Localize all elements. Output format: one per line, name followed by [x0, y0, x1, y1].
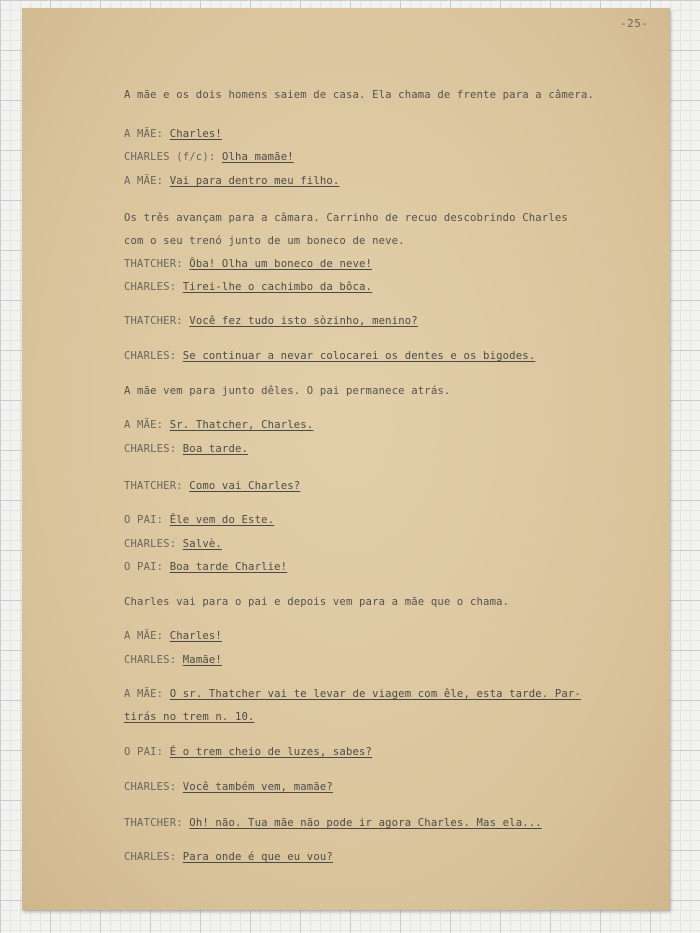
speaker-name: CHARLES:: [124, 350, 177, 362]
dialogue-text: tirás no trem n. 10.: [124, 711, 255, 723]
dialogue-text: Você também vem, mamãe?: [182, 781, 333, 793]
dialogue-text: Mamãe!: [182, 654, 222, 666]
speaker-name: CHARLES:: [124, 851, 177, 863]
dialogue-text: Se continuar a nevar colocarei os dentes e os bigodes.: [182, 350, 536, 362]
dialogue-text: É o trem cheio de luzes, sabes?: [169, 746, 373, 758]
dialogue-line: [124, 315, 418, 327]
dialogue-line: [124, 630, 222, 642]
typewritten-page: [22, 8, 670, 910]
dialogue-text: Você fez tudo isto sòzinho, menino?: [189, 315, 418, 327]
action-line: com o seu trenó junto de um boneco de neve.: [124, 235, 405, 247]
speaker-name: CHARLES:: [124, 654, 177, 666]
speaker-name: THATCHER:: [124, 315, 183, 327]
dialogue-line: [124, 538, 222, 550]
speaker-name: CHARLES:: [124, 281, 177, 293]
speaker-name: O PAI:: [124, 746, 164, 758]
dialogue-line: [124, 688, 581, 700]
dialogue-text: Salvè.: [182, 538, 222, 550]
dialogue-line: [124, 350, 535, 362]
dialogue-text: Boa tarde Charlie!: [169, 561, 288, 573]
dialogue-text: Charles!: [169, 630, 222, 642]
dialogue-text: Como vai Charles?: [189, 480, 301, 492]
dialogue-text: O sr. Thatcher vai te levar de viagem com êle, esta tarde. Par-: [169, 688, 581, 700]
dialogue-line: [124, 654, 222, 666]
dialogue-line: [124, 175, 339, 187]
speaker-name: THATCHER:: [124, 258, 183, 270]
dialogue-text: Ôba! Olha um boneco de neve!: [189, 258, 373, 270]
dialogue-line: [124, 851, 333, 863]
dialogue-text: Tirei-lhe o cachimbo da bôca.: [182, 281, 373, 293]
dialogue-continuation: [124, 711, 255, 723]
dialogue-text: Sr. Thatcher, Charles.: [169, 419, 314, 431]
dialogue-text: Olha mamãe!: [221, 151, 294, 163]
dialogue-line: [124, 151, 294, 163]
speaker-name: A MÃE:: [124, 175, 164, 187]
speaker-name: THATCHER:: [124, 817, 183, 829]
speaker-name: A MÃE:: [124, 630, 164, 642]
dialogue-line: [124, 258, 372, 270]
dialogue-line: [124, 514, 274, 526]
action-line: A mãe e os dois homens saiem de casa. Ela chama de frente para a câmera.: [124, 89, 595, 101]
speaker-name: O PAI:: [124, 514, 164, 526]
speaker-name: A MÃE:: [124, 688, 164, 700]
speaker-name: CHARLES:: [124, 538, 177, 550]
dialogue-line: [124, 419, 313, 431]
dialogue-line: [124, 781, 333, 793]
dialogue-line: [124, 281, 372, 293]
page-number: -25-: [620, 17, 649, 30]
speaker-name: CHARLES (f/c):: [124, 151, 216, 163]
dialogue-line: [124, 128, 222, 140]
dialogue-text: Êle vem do Este.: [169, 514, 275, 526]
speaker-name: A MÃE:: [124, 419, 164, 431]
speaker-name: CHARLES:: [124, 781, 177, 793]
action-line: Os três avançam para a câmara. Carrinho de recuo descobrindo Charles: [124, 212, 568, 224]
dialogue-text: Charles!: [169, 128, 222, 140]
dialogue-line: [124, 480, 300, 492]
action-line: A mãe vem para junto dêles. O pai permanece atrás.: [124, 385, 451, 397]
dialogue-text: Oh! não. Tua mãe não pode ir agora Charles. Mas ela...: [189, 817, 542, 829]
action-line: Charles vai para o pai e depois vem para a mãe que o chama.: [124, 596, 510, 608]
dialogue-text: Para onde é que eu vou?: [182, 851, 333, 863]
speaker-name: CHARLES:: [124, 443, 177, 455]
speaker-name: THATCHER:: [124, 480, 183, 492]
speaker-name: O PAI:: [124, 561, 164, 573]
dialogue-line: [124, 561, 287, 573]
dialogue-line: [124, 443, 248, 455]
dialogue-line: [124, 817, 542, 829]
dialogue-line: [124, 746, 372, 758]
speaker-name: A MÃE:: [124, 128, 164, 140]
dialogue-text: Vai para dentro meu filho.: [169, 175, 340, 187]
dialogue-text: Boa tarde.: [182, 443, 249, 455]
